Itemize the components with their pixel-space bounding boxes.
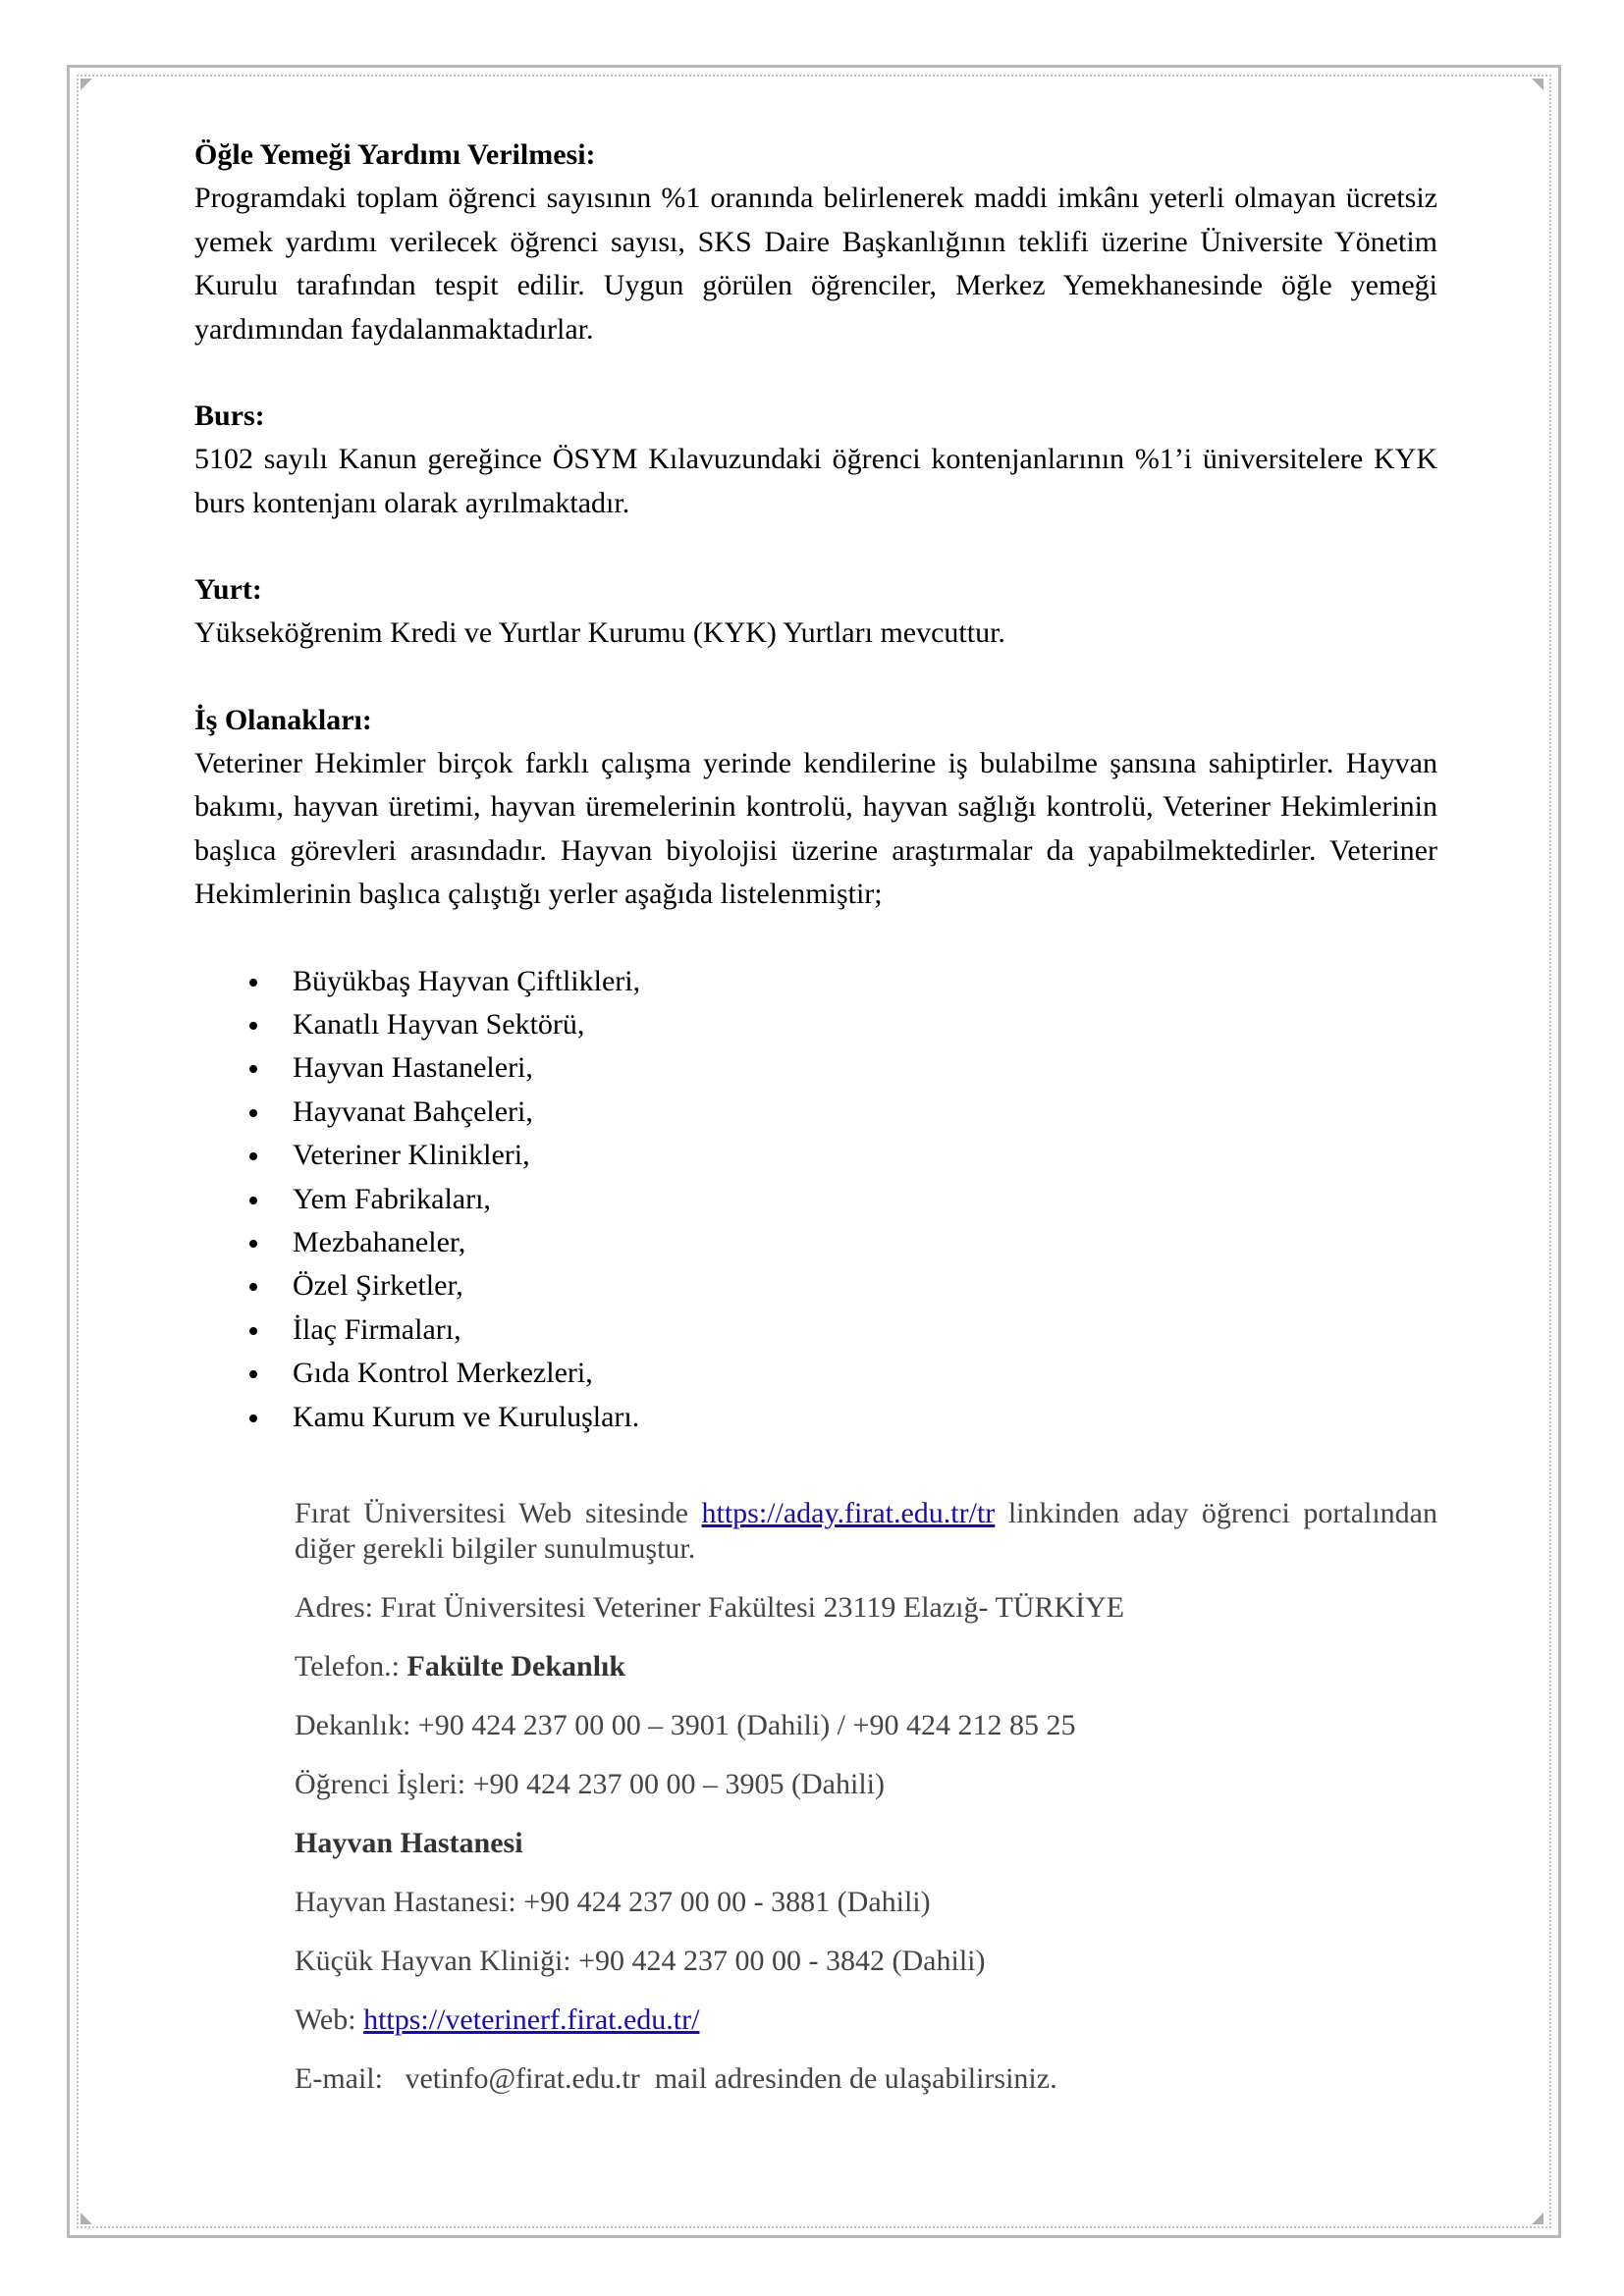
corner-ornament-bottom-right xyxy=(1532,2213,1543,2224)
dean-phone-line: Dekanlık: +90 424 237 00 00 – 3901 (Dahili) / +90 424 212 85 25 xyxy=(295,1709,1076,1741)
list-item: Veteriner Klinikleri, xyxy=(194,1134,1437,1177)
list-item: Gıda Kontrol Merkezleri, xyxy=(194,1352,1437,1395)
hospital-heading-text: Hayvan Hastanesi xyxy=(295,1827,523,1859)
hospital-heading xyxy=(295,1826,1437,1861)
email-label: E-mail: xyxy=(295,2062,406,2095)
section-heading-lunch-aid: Öğle Yemeği Yardımı Verilmesi: xyxy=(194,138,596,171)
list-item: Büyükbaş Hayvan Çiftlikleri, xyxy=(194,960,1437,1003)
list-item: Özel Şirketler, xyxy=(194,1264,1437,1308)
section-heading-scholarship: Burs: xyxy=(194,400,265,432)
phone-line xyxy=(295,1649,1437,1684)
portal-info xyxy=(295,1496,1437,1567)
faculty-dean-heading: Fakülte Dekanlık xyxy=(406,1650,626,1682)
section-body-lunch-aid: Programdaki toplam öğrenci sayısının %1 oranında belirlenerek maddi imkânı yeterli olmayan ücretsiz yemek yardımı verilecek öğrenci sayısı, SKS Daire Başkanlığının teklifi üzerine Üniversite Yönetim Kurulu tarafından tespit edilir. Uygun görülen öğrenciler, Merkez Yemekhanesinde öğle yemeği yardımından faydalanmaktadırlar. xyxy=(194,182,1437,346)
list-item: İlaç Firmaları, xyxy=(194,1308,1437,1352)
email-line xyxy=(295,2061,1437,2097)
corner-ornament-top-left xyxy=(81,79,92,90)
document-body xyxy=(194,133,1437,1439)
email-address: vetinfo@firat.edu.tr xyxy=(405,2062,640,2095)
web-link[interactable]: https://veterinerf.firat.edu.tr/ xyxy=(363,2003,700,2036)
address-line: Adres: Fırat Üniversitesi Veteriner Fakültesi 23119 Elazığ- TÜRKİYE xyxy=(295,1591,1125,1624)
list-item: Kamu Kurum ve Kuruluşları. xyxy=(194,1396,1437,1439)
list-item: Hayvan Hastaneleri, xyxy=(194,1046,1437,1090)
list-item: Hayvanat Bahçeleri, xyxy=(194,1091,1437,1134)
section-body-job-opportunities: Veteriner Hekimler birçok farklı çalışma yerinde kendilerine iş bulabilme şansına sahiptirler. Hayvan bakımı, hayvan üretimi, hayvan üremelerinin kontrolü, hayvan sağlığı kontrolü, Veteriner Hekimlerinin başlıca görevleri arasındadır. Hayvan biyolojisi üzerine araştırmalar da yapabilmektedirler. Veteriner Hekimlerinin başlıca çalıştığı yerler aşağıda listelenmiştir; xyxy=(194,746,1437,910)
section-body-scholarship: 5102 sayılı Kanun gereğince ÖSYM Kılavuzundaki öğrenci kontenjanlarının %1’i üniversitelere KYK burs kontenjanı olarak ayrılmaktadır. xyxy=(194,443,1437,519)
workplace-list xyxy=(194,960,1437,1439)
email-text-after: mail adresinden de ulaşabilirsiniz. xyxy=(639,2062,1057,2095)
corner-ornament-bottom-left xyxy=(81,2213,92,2224)
small-animal-clinic-phone-line: Küçük Hayvan Kliniği: +90 424 237 00 00 - 3842 (Dahili) xyxy=(295,1945,986,1977)
corner-ornament-top-right xyxy=(1532,79,1543,90)
hospital-phone-line: Hayvan Hastanesi: +90 424 237 00 00 - 3881 (Dahili) xyxy=(295,1886,931,1918)
portal-text-after: linkinden aday öğrenci portalından diğer gerekli bilgiler sunulmuştur. xyxy=(295,1497,1437,1565)
list-item: Kanatlı Hayvan Sektörü, xyxy=(194,1003,1437,1046)
section-heading-job-opportunities: İş Olanakları: xyxy=(194,703,372,736)
section-body-dormitory: Yükseköğrenim Kredi ve Yurtlar Kurumu (KYK) Yurtları mevcuttur. xyxy=(194,616,1005,649)
portal-link[interactable]: https://aday.firat.edu.tr/tr xyxy=(701,1497,996,1529)
section-heading-dormitory: Yurt: xyxy=(194,573,262,606)
list-item: Yem Fabrikaları, xyxy=(194,1178,1437,1221)
list-item: Mezbahaneler, xyxy=(194,1221,1437,1264)
web-label: Web: xyxy=(295,2003,364,2036)
student-affairs-phone-line: Öğrenci İşleri: +90 424 237 00 00 – 3905 (Dahili) xyxy=(295,1768,885,1800)
contact-block xyxy=(295,1496,1437,2097)
phone-label: Telefon.: xyxy=(295,1650,407,1682)
portal-text-before: Fırat Üniversitesi Web sitesinde xyxy=(295,1497,702,1529)
web-line xyxy=(295,2002,1437,2038)
